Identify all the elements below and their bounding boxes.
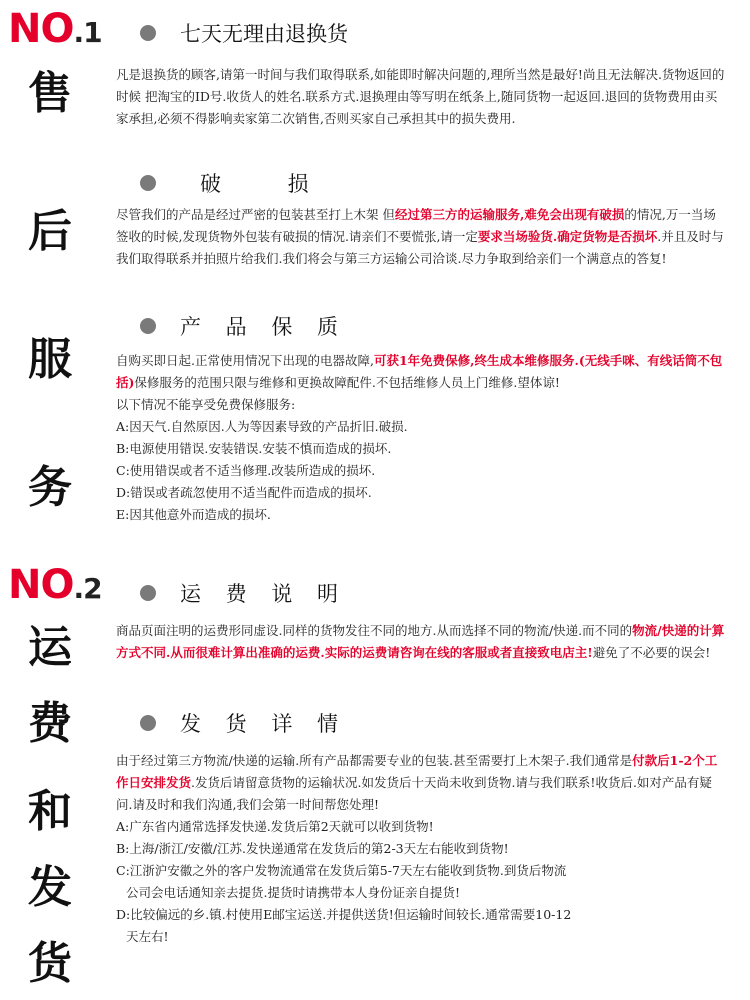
section-heading-delivery: 发 货 详 情 [140,710,347,736]
warranty-exclusion-item: D:错误或者疏忽使用不适当配件而造成的损坏. [116,485,372,500]
bullet-icon [140,175,156,191]
section-heading-damage: 破 损 [140,170,339,196]
side-char: 务 [28,462,72,513]
shipping-fee-text: 商品页面注明的运费形同虚设.同样的货物发往不同的地方.从而选择不同的物流/快递.而不同的物流/快递的计算方式不同.从而很难计算出准确的运费.实际的运费请咨询在线的客服或者直接致电店主!避免了不必要的误会! [116,623,725,660]
bullet-icon [140,715,156,731]
side-char: 和 [28,786,72,837]
warranty-exclusion-item: A:因天气.自然原因.人为等因素导致的产品折旧.破损. [116,419,408,434]
delivery-detail-text: 由于经过第三方物流/快递的运输.所有产品都需要专业的包装.甚至需要打上木架子.我们通常是付款后1-2个工作日安排发货.发货后请留意货物的运输状况.如发货后十天尚未收到货物.请与我们联系!收货后.如对产品有疑问.请及时和我们沟通,我们会第一时间帮您处理! A:广东省内通常选择发快递.发货后第2天就可以收到货物! B:上海/浙江/安徽/江苏.发快递通常在发货后的第2-3天左右能收到货物! C:江浙沪安徽之外的客户发物流通常在发货后第5-7天左右能收到货物.到货后物流 公司会电话通知亲去提货.提货时请携带本人身份证亲自提货! D:比较偏远的乡.镇.村使用E邮宝运送.并提供送货!但运输时间较长.通常需要10-12 天左右! [116,750,726,948]
warranty-exclusion-item: C:使用错误或者不适当修理.改装所造成的损坏. [116,463,376,478]
warranty-policy-text: 自购买即日起.正常使用情况下出现的电器故障,可获1年免费保修,终生成本维修服务.(无线手咪、有线话筒不包括)保修服务的范围只限与维修和更换故障配件.不包括维修人员上门维修.望体谅! 以下情况不能享受免费保修服务: A:因天气.自然原因.人为等因素导致的产品折旧.破损. B:电源使用错误.安装错误.安装不慎而造成的损坏. C:使用错误或者不适当修理.改装所造成的损坏. D:错误或者疏忽使用不适当配件而造成的损坏. E:因其他意外而造成的损坏. [116,350,726,526]
bullet-icon [140,318,156,334]
delivery-item: C:江浙沪安徽之外的客户发物流通常在发货后第5-7天左右能收到货物.到货后物流 [116,863,567,878]
side-char: 售 [28,68,72,119]
bullet-icon [140,585,156,601]
side-char: 后 [28,206,72,257]
delivery-item-continued: 公司会电话通知亲去提货.提货时请携带本人身份证亲自提货! [126,885,460,900]
side-char: 服 [28,334,72,385]
bullet-icon [140,25,156,41]
side-char: 运 [28,622,72,673]
section-number-badge: NO.2 [8,562,102,608]
delivery-item-continued: 天左右! [126,929,169,944]
side-char: 发 [28,862,72,913]
side-char: 费 [28,698,72,749]
warranty-exclusion-item: E:因其他意外而造成的损坏. [116,507,271,522]
delivery-item: A:广东省内通常选择发快递.发货后第2天就可以收到货物! [116,819,434,834]
warranty-exclusion-intro: 以下情况不能享受免费保修服务: [116,397,296,412]
section-heading-return: 七天无理由退换货 [140,20,348,46]
section-heading-shipping-fee: 运 费 说 明 [140,580,347,606]
delivery-item: B:上海/浙江/安徽/江苏.发快递通常在发货后的第2-3天左右能收到货物! [116,841,509,856]
side-char: 货 [28,938,72,989]
section-heading-warranty: 产 品 保 质 [140,313,347,339]
delivery-item: D:比较偏远的乡.镇.村使用E邮宝运送.并提供送货!但运输时间较长.通常需要10-12 [116,907,572,922]
warranty-exclusion-item: B:电源使用错误.安装错误.安装不慎而造成的损坏. [116,441,392,456]
return-policy-text: 凡是退换货的顾客,请第一时间与我们取得联系,如能即时解决问题的,理所当然是最好!尚且无法解决.货物返回的时候 把淘宝的ID号.收货人的姓名.联系方式.退换理由等写明在纸条上,随同货物一起返回.退回的货物费用由买家承担,必须不得影响卖家第二次销售,否则买家自己承担其中的损失费用. [116,67,725,126]
damage-policy-text: 尽管我们的产品是经过严密的包装甚至打上木架 但经过第三方的运输服务,难免会出现有破损的情况,万一当场签收的时候,发现货物外包装有破损的情况.请亲们不要慌张,请一定要求当场验货.确定货物是否损坏.并且及时与我们取得联系并拍照片给我们.我们将会与第三方运输公司洽谈.尽力争取到给亲们一个满意点的答复! [116,207,724,266]
section-number-badge: NO.1 [8,6,102,52]
